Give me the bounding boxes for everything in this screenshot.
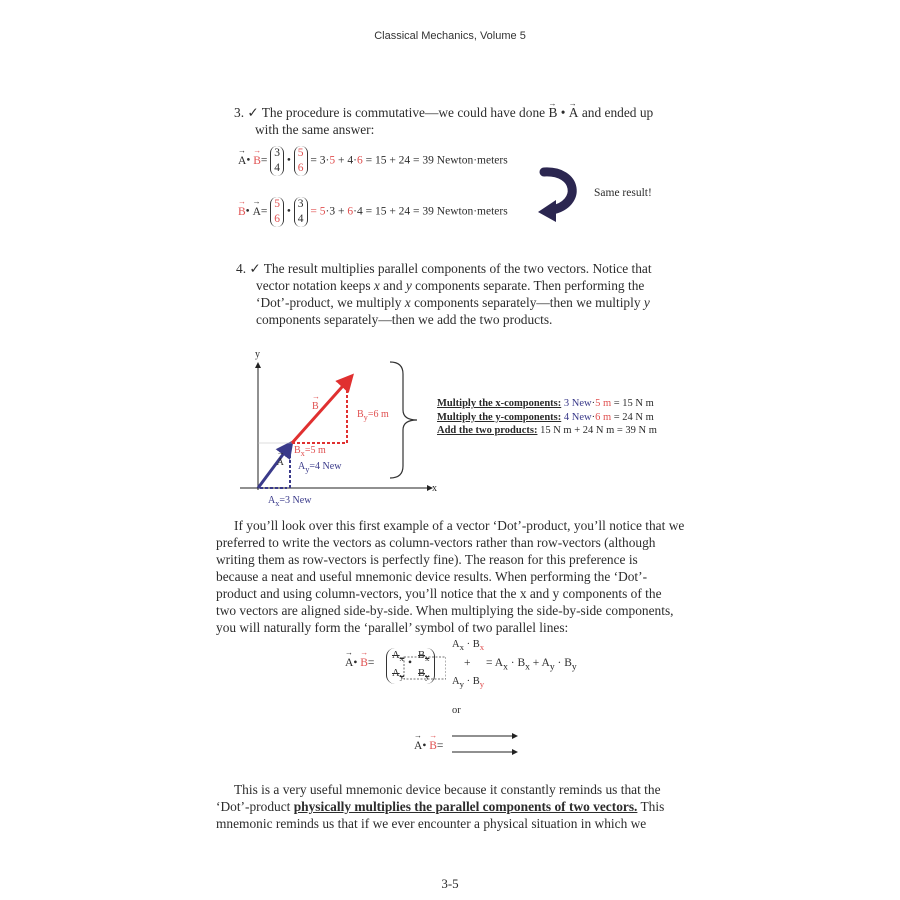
mnemonic-top-product: $A_x \cdot B_x$ (452, 639, 485, 653)
item-4: 4. ✓ The result multiplies parallel components of the two vectors. Notice that (236, 261, 652, 276)
legend-line-2: Multiply the y-components: 4 New·6 m = 24 N m (437, 411, 654, 423)
bx-label: $B_x=5$ m (294, 445, 326, 458)
dot-symbol: • (560, 105, 566, 120)
equation-b-dot-a: → B• → A= 5 6 • 3 4 = 5·3 + 6·4 = 15 + 24 = 39 Newton·meters (238, 197, 508, 227)
mnemonic-lhs: → A• → B= (345, 657, 374, 669)
item-4-line3: ‘Dot’-product, we multiply x components separately—then we multiply y (256, 295, 650, 310)
page-number: 3-5 (441, 876, 459, 891)
item-4-line4: components separately—then we add the two products. (256, 312, 553, 327)
running-header: Classical Mechanics, Volume 5 (374, 30, 526, 42)
eq1-rhs: = 3·5 + 4·6 = 15 + 24 = 39 Newton·meters (310, 154, 508, 167)
eq2-column-vector-b: 5 6 (270, 197, 284, 227)
check-icon: ✓ (249, 261, 261, 276)
eq1-column-vector-a: 3 4 (270, 146, 284, 176)
item-3 (234, 104, 704, 121)
eq2-a: → A (253, 206, 261, 218)
eq1-column-vector-b: 5 6 (294, 146, 308, 176)
paragraph-1: If you’ll look over this first example of a vector ‘Dot’-product, you’ll notice that we preferred to write the vectors as column-vectors rather than row-vectors (although writing them as row-vectors is perfectly fine). The reason for this preference is because a neat and useful mnemonic device results. When performing the ‘Dot’- product and using column-vectors, you’ll notice that the x and y components of the two vectors are aligned side-by-side. When multiplying the side-by-side components, you will naturally form the ‘parallel’ symbol of two parallel lines: (216, 518, 685, 635)
y-axis-label: y (255, 349, 260, 360)
mnemonic-bottom-product: $A_y \cdot B_y$ (452, 676, 485, 690)
or-text: or (452, 705, 461, 716)
vector-a-symbol: → A (569, 104, 579, 121)
eq2-dot: • (245, 205, 250, 218)
eq2-column-vector-a: 3 4 (294, 197, 308, 227)
item-3-text-a: The procedure is commutative—we could have done (261, 105, 549, 120)
ay-label: $A_y=4$ New (298, 461, 342, 474)
vector-a-arrow (258, 445, 290, 488)
parallel-boxes (384, 649, 446, 689)
ax-label: $A_x=3$ New (268, 495, 312, 508)
vector-b-symbol: → B (548, 104, 557, 121)
mnemonic-col-b: $B_x$ $B_y$ (418, 648, 435, 684)
eq1-eq: = (260, 154, 268, 167)
legend-line-3: Add the two products: 15 N m + 24 N m = 39 N m (437, 425, 657, 436)
vector-b-arrow (292, 378, 350, 443)
check-icon: ✓ (247, 105, 259, 120)
same-result-label: Same result! (594, 187, 652, 199)
legend-line-1: Multiply the x-components: 3 New·5 m = 15 N m (437, 398, 654, 409)
by-label: $B_y=6$ m (357, 409, 389, 422)
mnemonic-result: = $A_x \cdot B_x + A_y \cdot B_y$ (486, 657, 577, 673)
item-4-line2: vector notation keeps x and y components separate. Then performing the (256, 278, 645, 293)
equation-a-dot-b: → A• → B= 3 4 • 5 6 = 3·5 + 4·6 = 15 + 24 = 39 Newton·meters (238, 146, 508, 176)
curved-arrow-icon (530, 160, 590, 225)
eq2-b: → B (238, 206, 246, 218)
eq1-dot: • (246, 154, 251, 167)
brace-icon (385, 360, 425, 480)
eq1-b: → B (253, 155, 261, 167)
eq2-rhs: = 5·3 + 6·4 = 15 + 24 = 39 Newton·meters (310, 205, 508, 218)
item-3-line2: with the same answer: (255, 122, 375, 137)
mnemonic-col-a: $A_x$ $A_y$ (386, 648, 404, 684)
parallel-lines-icon (450, 730, 520, 760)
parallel-lhs: → A• → B= (414, 740, 443, 752)
item-3-text-b: and ended up (578, 105, 654, 120)
b-vector-label: → B (312, 401, 319, 412)
eq2-eq: = (260, 205, 268, 218)
item-3-number: 3. (234, 105, 245, 120)
legend (437, 397, 657, 438)
eq1-a: → A (238, 155, 246, 167)
mnemonic-plus: + (464, 657, 471, 669)
a-vector-label: → A (277, 457, 284, 468)
paragraph-2: This is a very useful mnemonic device because it constantly reminds us that the ‘Dot’-product physically multiplies the parallel components of two vectors. This mnemonic reminds us that if we ever encounter a physical situation in which we (216, 782, 665, 831)
mnemonic-dot: • (408, 657, 413, 669)
x-axis-label: x (432, 483, 437, 494)
